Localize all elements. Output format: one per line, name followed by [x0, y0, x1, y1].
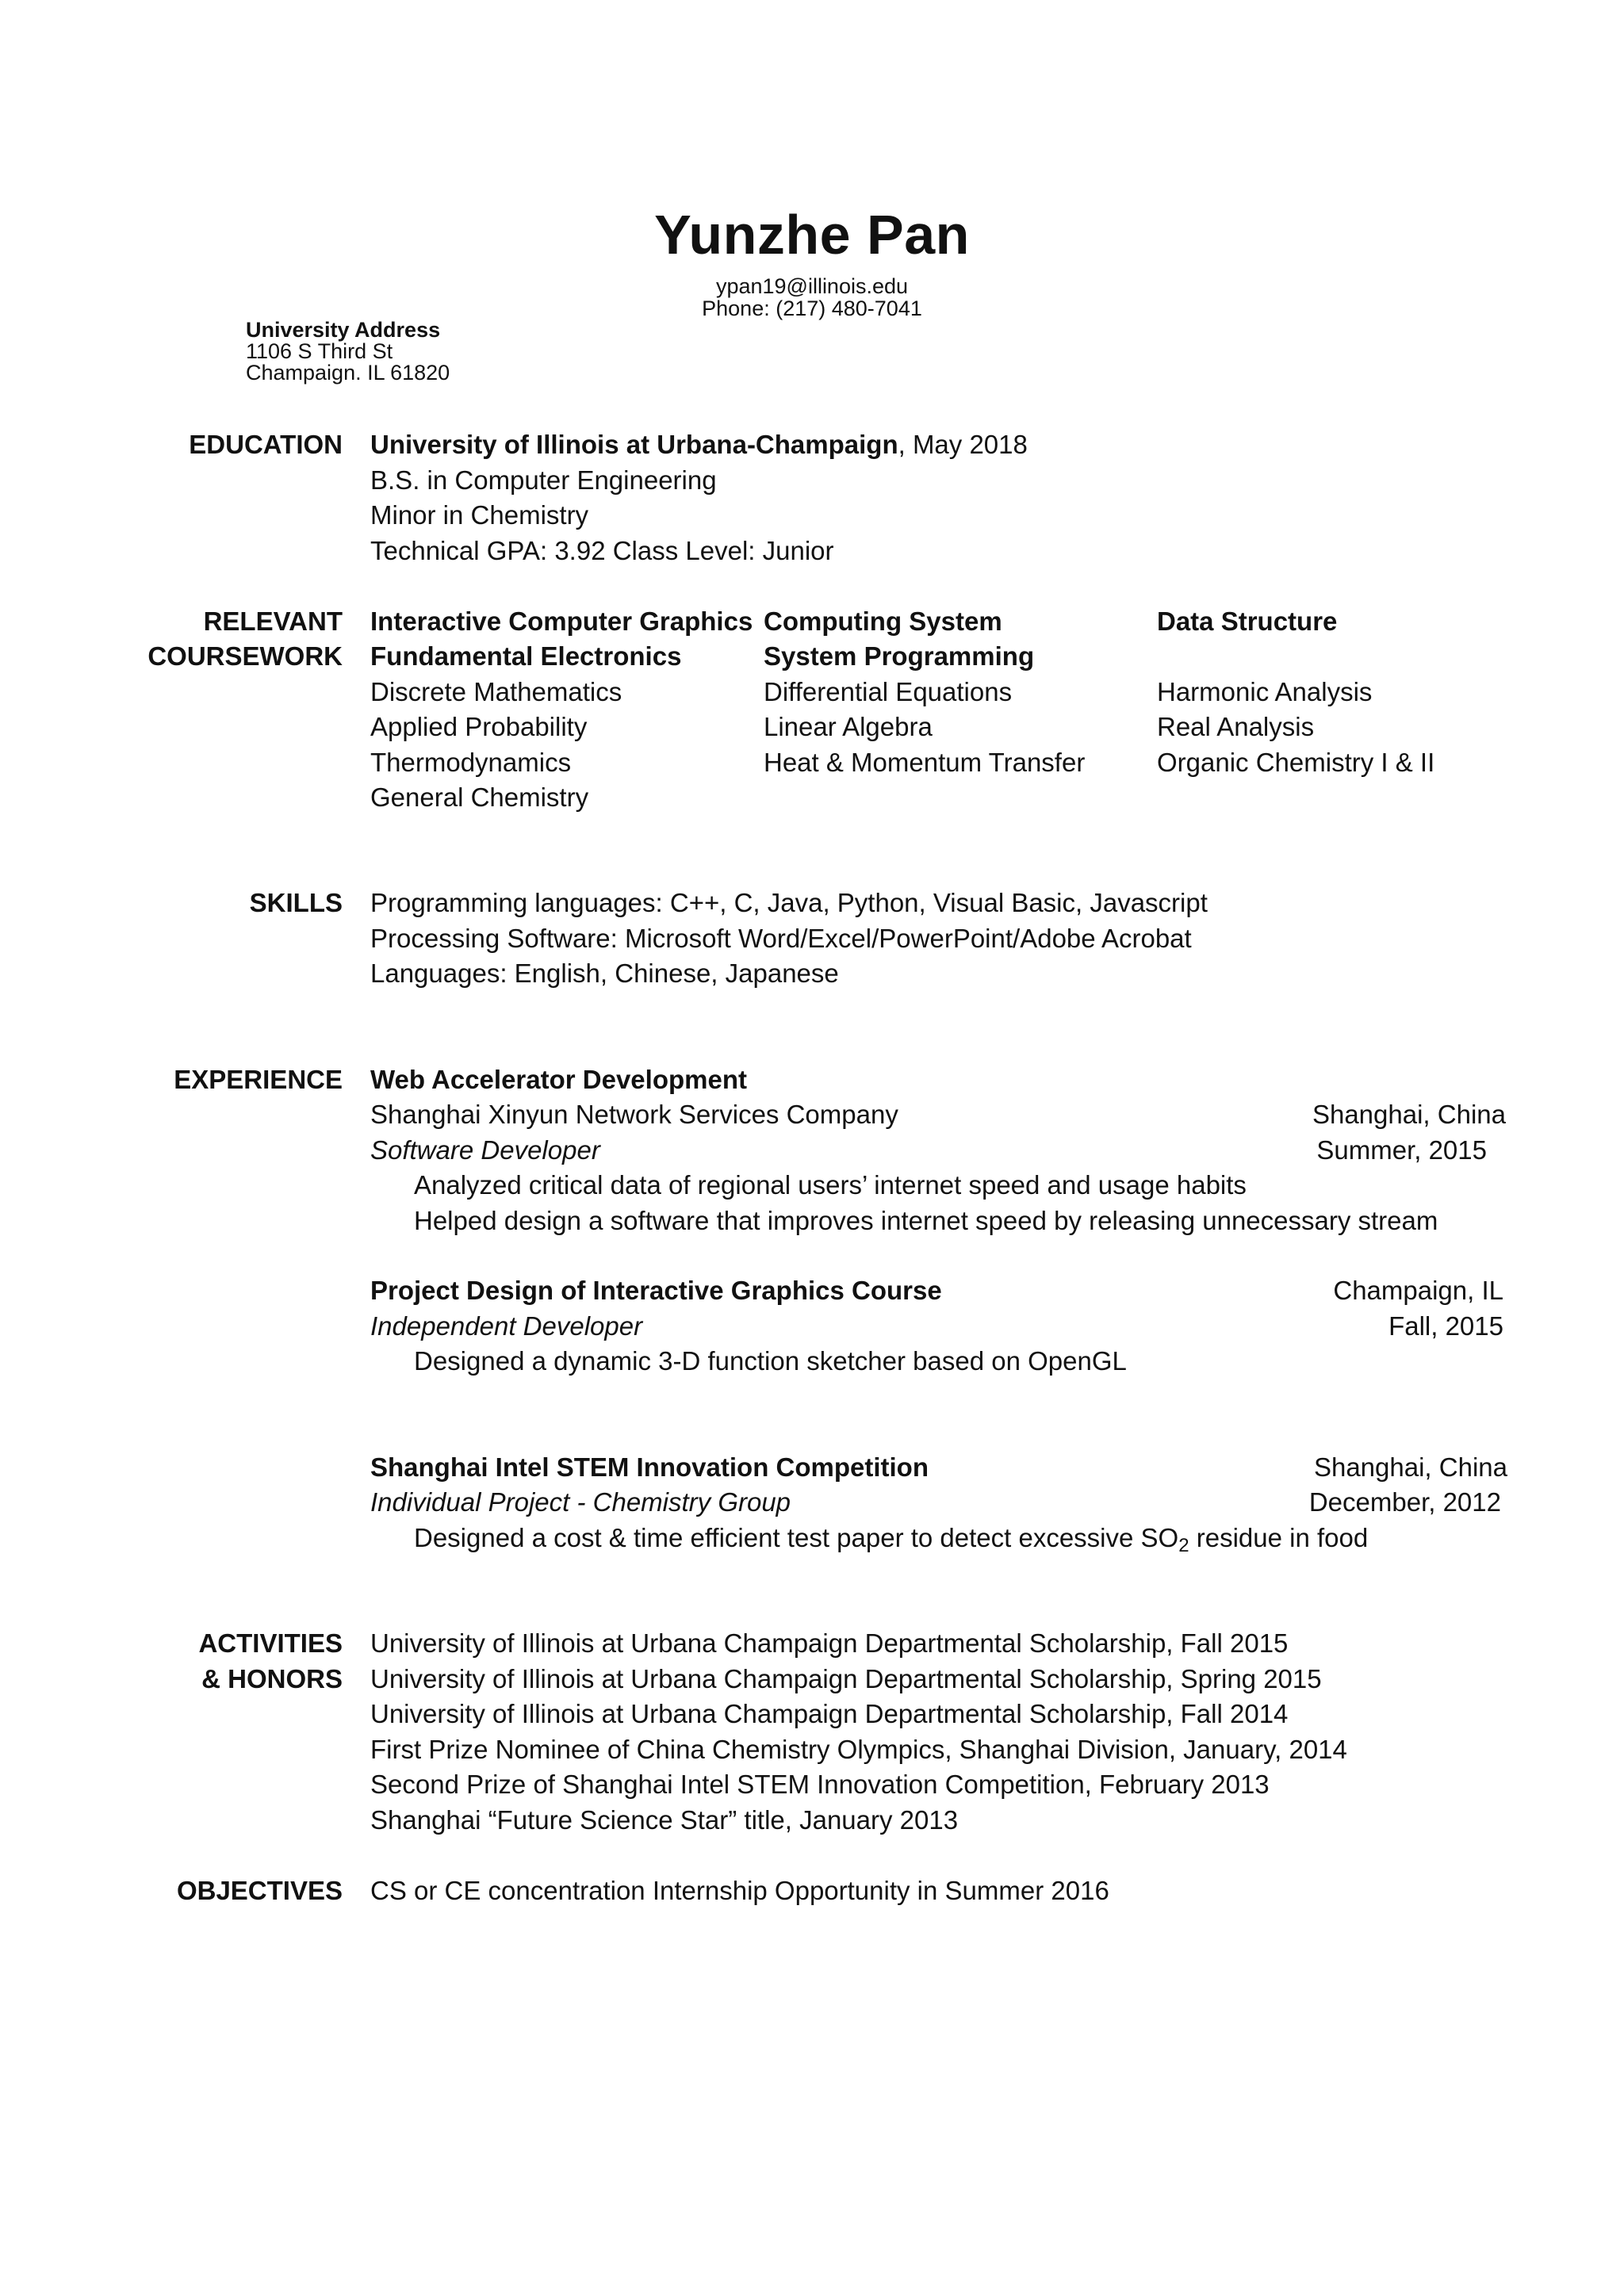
- course-item: Heat & Momentum Transfer: [764, 748, 1086, 777]
- course-item: Harmonic Analysis: [1157, 677, 1373, 706]
- course-item: Fundamental Electronics: [370, 641, 682, 671]
- phone: Phone: (217) 480-7041: [702, 297, 922, 320]
- skill-item: Programming languages: C++, C, Java, Python, Visual Basic, Javascript: [370, 888, 1208, 917]
- course-item: Discrete Mathematics: [370, 677, 622, 706]
- job-location: Shanghai, China: [1313, 1452, 1507, 1482]
- course-item: Real Analysis: [1157, 712, 1315, 741]
- subscript-2: 2: [1178, 1535, 1189, 1556]
- job-bullet-text: Designed a cost & time efficient test paper to detect excessive SO: [414, 1523, 1179, 1552]
- address-line-1: 1106 S Third St: [246, 339, 393, 363]
- email: ypan19@illinois.edu: [715, 274, 909, 298]
- course-item: Organic Chemistry I & II: [1157, 748, 1435, 777]
- job-bullet: Designed a dynamic 3-D function sketcher based on OpenGL: [414, 1346, 1127, 1376]
- job-title: Shanghai Intel STEM Innovation Competition: [370, 1452, 929, 1482]
- job-role: Independent Developer: [370, 1311, 643, 1341]
- graduation-date: , May 2018: [898, 430, 1028, 459]
- course-item: Differential Equations: [764, 677, 1013, 706]
- honor-item: First Prize Nominee of China Chemistry Olympics, Shanghai Division, January, 2014: [370, 1735, 1347, 1764]
- job-role: Individual Project - Chemistry Group: [370, 1487, 791, 1517]
- course-item: Computing System: [764, 607, 1002, 636]
- section-label-coursework-1: RELEVANT: [203, 607, 343, 636]
- honor-item: Shanghai “Future Science Star” title, January 2013: [370, 1805, 959, 1835]
- skill-item: Languages: English, Chinese, Japanese: [370, 959, 839, 988]
- gpa: Technical GPA: 3.92 Class Level: Junior: [370, 536, 834, 565]
- job-date: Summer, 2015: [1316, 1135, 1487, 1165]
- job-organization: Shanghai Xinyun Network Services Company: [370, 1100, 898, 1129]
- section-label-experience: EXPERIENCE: [174, 1065, 343, 1094]
- degree: B.S. in Computer Engineering: [370, 465, 717, 495]
- job-location: Shanghai, China: [1312, 1100, 1506, 1129]
- education-school-line: [370, 427, 1028, 463]
- section-label-coursework-2: COURSEWORK: [147, 641, 343, 671]
- minor: Minor in Chemistry: [370, 500, 589, 530]
- course-item: Interactive Computer Graphics: [370, 607, 753, 636]
- skill-item: Processing Software: Microsoft Word/Excel/PowerPoint/Adobe Acrobat: [370, 924, 1192, 953]
- honor-item: University of Illinois at Urbana Champaign Departmental Scholarship, Spring 2015: [370, 1664, 1322, 1693]
- job-date: Fall, 2015: [1388, 1311, 1503, 1341]
- section-label-activities-1: ACTIVITIES: [198, 1628, 343, 1658]
- job-bullet-text: residue in food: [1189, 1523, 1369, 1552]
- section-label-skills: SKILLS: [249, 888, 343, 917]
- section-label-education: EDUCATION: [189, 430, 343, 459]
- job-bullet: Helped design a software that improves internet speed by releasing unnecessary stream: [414, 1206, 1438, 1235]
- address-line-2: Champaign. IL 61820: [246, 361, 450, 385]
- address-title: University Address: [246, 318, 441, 342]
- job-bullet: Analyzed critical data of regional users’ internet speed and usage habits: [414, 1170, 1247, 1200]
- section-label-objectives: OBJECTIVES: [176, 1876, 343, 1905]
- honor-item: University of Illinois at Urbana Champaign Departmental Scholarship, Fall 2015: [370, 1628, 1289, 1658]
- objective-text: CS or CE concentration Internship Opportunity in Summer 2016: [370, 1876, 1109, 1905]
- school-name: University of Illinois at Urbana-Champaign: [370, 430, 898, 459]
- job-title: Web Accelerator Development: [370, 1065, 747, 1094]
- job-bullet: [414, 1521, 1368, 1556]
- course-item: General Chemistry: [370, 783, 589, 812]
- course-item: Linear Algebra: [764, 712, 933, 741]
- job-role: Software Developer: [370, 1135, 600, 1165]
- job-title: Project Design of Interactive Graphics Course: [370, 1276, 942, 1305]
- course-item: Data Structure: [1157, 607, 1338, 636]
- course-item: Applied Probability: [370, 712, 588, 741]
- course-item: System Programming: [764, 641, 1035, 671]
- course-item: Thermodynamics: [370, 748, 572, 777]
- honor-item: University of Illinois at Urbana Champaign Departmental Scholarship, Fall 2014: [370, 1699, 1289, 1728]
- resume-name: Yunzhe Pan: [654, 204, 970, 266]
- job-location: Champaign, IL: [1333, 1276, 1503, 1305]
- section-label-activities-2: & HONORS: [201, 1664, 343, 1693]
- job-date: December, 2012: [1308, 1487, 1501, 1517]
- honor-item: Second Prize of Shanghai Intel STEM Innovation Competition, February 2013: [370, 1770, 1270, 1799]
